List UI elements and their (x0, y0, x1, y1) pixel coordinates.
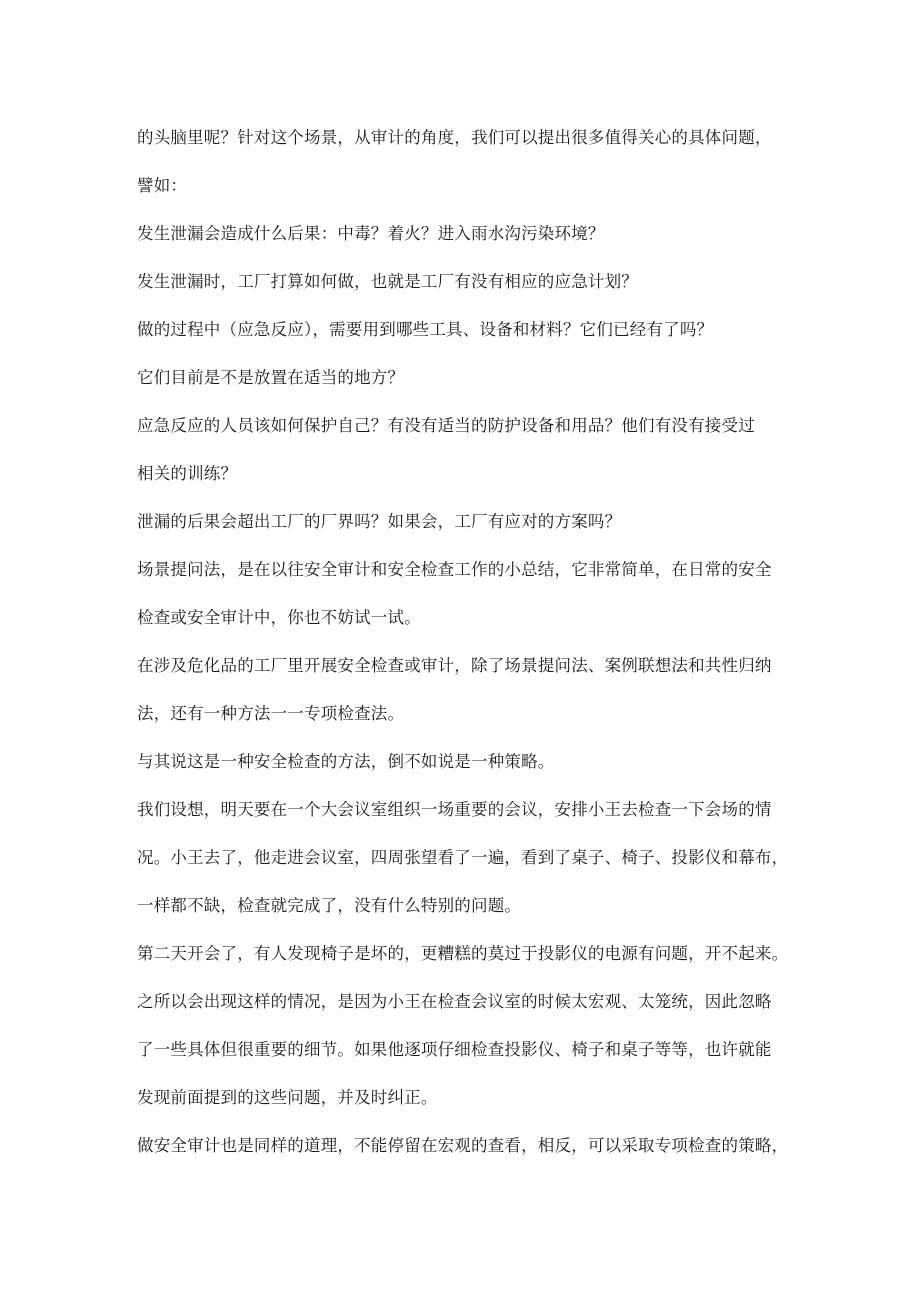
text-line: 发现前面提到的这些问题，并及时纠正。 (137, 1088, 438, 1107)
text-line: 之所以会出现这样的情况，是因为小王在检查会议室的时候太宏观、太笼统，因此忽略 (137, 992, 772, 1011)
text-line: 相关的训练？ (137, 464, 238, 483)
text-line: 做安全审计也是同样的道理，不能停留在宏观的查看，相反，可以采取专项检查的策略， (137, 1136, 789, 1155)
text-line: 在涉及危化品的工厂里开展安全检查或审计，除了场景提问法、案例联想法和共性归纳 (137, 656, 772, 675)
text-line: 譬如： (137, 176, 188, 195)
text-line: 发生泄漏时，工厂打算如何做，也就是工厂有没有相应的应急计划？ (137, 272, 638, 291)
text-line: 泄漏的后果会超出工厂的厂界吗？如果会，工厂有应对的方案吗？ (137, 512, 622, 531)
text-line: 我们设想，明天要在一个大会议室组织一场重要的会议，安排小王去检查一下会场的情 (137, 800, 772, 819)
text-line: 它们目前是不是放置在适当的地方？ (137, 368, 405, 387)
text-line: 应急反应的人员该如何保护自己？有没有适当的防护设备和用品？他们有没有接受过 (137, 416, 755, 435)
text-line: 场景提问法，是在以往安全审计和安全检查工作的小总结，它非常简单，在日常的安全 (137, 560, 772, 579)
text-line: 检查或安全审计中，你也不妨试一试。 (137, 608, 421, 627)
text-line: 一样都不缺，检查就完成了，没有什么特别的问题。 (137, 896, 522, 915)
text-line: 发生泄漏会造成什么后果：中毒？着火？进入雨水沟污染环境？ (137, 224, 605, 243)
text-line: 第二天开会了，有人发现椅子是坏的，更糟糕的莫过于投影仪的电源有问题，开不起来。 (137, 944, 789, 963)
text-line: 做的过程中（应急反应），需要用到哪些工具、设备和材料？它们已经有了吗？ (137, 320, 714, 339)
text-line: 与其说这是一种安全检查的方法，倒不如说是一种策略。 (137, 752, 555, 771)
text-line: 法，还有一种方法一一专项检查法。 (137, 704, 405, 723)
text-line: 了一些具体但很重要的细节。如果他逐项仔细检查投影仪、椅子和桌子等等，也许就能 (137, 1040, 772, 1059)
text-line: 的头脑里呢？针对这个场景，从审计的角度，我们可以提出很多值得关心的具体问题， (137, 128, 772, 147)
text-line: 况。小王去了，他走进会议室，四周张望看了一遍，看到了桌子、椅子、投影仪和幕布， (137, 848, 789, 867)
